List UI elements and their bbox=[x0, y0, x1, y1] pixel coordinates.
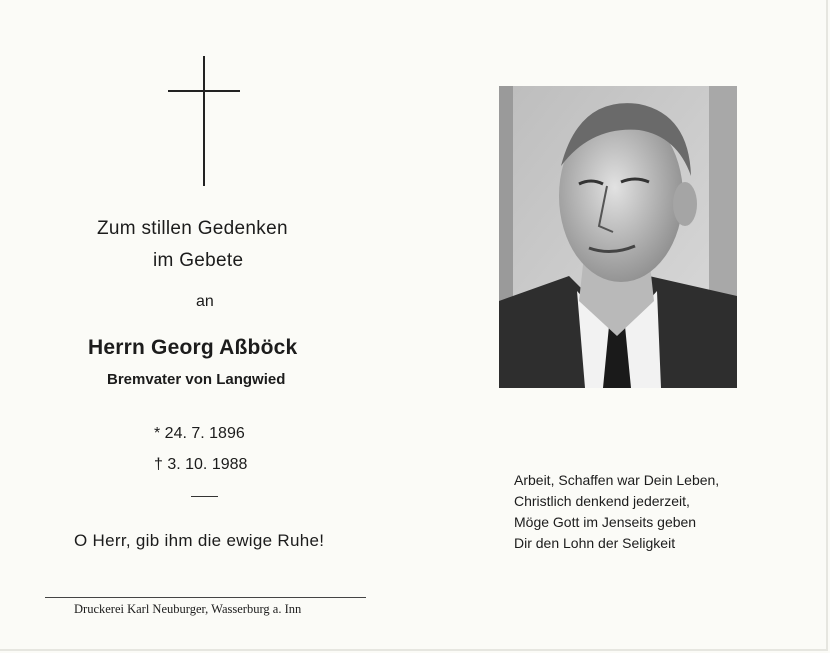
poem-line-4: Dir den Lohn der Seligkeit bbox=[514, 535, 676, 551]
footer-rule bbox=[45, 597, 366, 598]
poem-line-3: Möge Gott im Jenseits geben bbox=[514, 514, 697, 530]
divider-dash bbox=[191, 496, 218, 497]
heading-line-1: Zum stillen Gedenken bbox=[97, 218, 288, 239]
poem-line-2: Christlich denkend jederzeit, bbox=[514, 493, 690, 509]
death-date: † 3. 10. 1988 bbox=[154, 456, 248, 473]
birth-date: * 24. 7. 1896 bbox=[154, 425, 245, 442]
portrait-photo bbox=[499, 86, 737, 388]
heading-line-2: im Gebete bbox=[153, 250, 244, 271]
prayer-text: O Herr, gib ihm die ewige Ruhe! bbox=[74, 531, 325, 550]
printer-credit: Druckerei Karl Neuburger, Wasserburg a. Inn bbox=[74, 602, 302, 616]
poem-line-1: Arbeit, Schaffen war Dein Leben, bbox=[514, 472, 720, 488]
deceased-name: Herrn Georg Aßböck bbox=[88, 336, 298, 359]
deceased-title: Bremvater von Langwied bbox=[107, 371, 286, 388]
an-text: an bbox=[196, 293, 214, 310]
